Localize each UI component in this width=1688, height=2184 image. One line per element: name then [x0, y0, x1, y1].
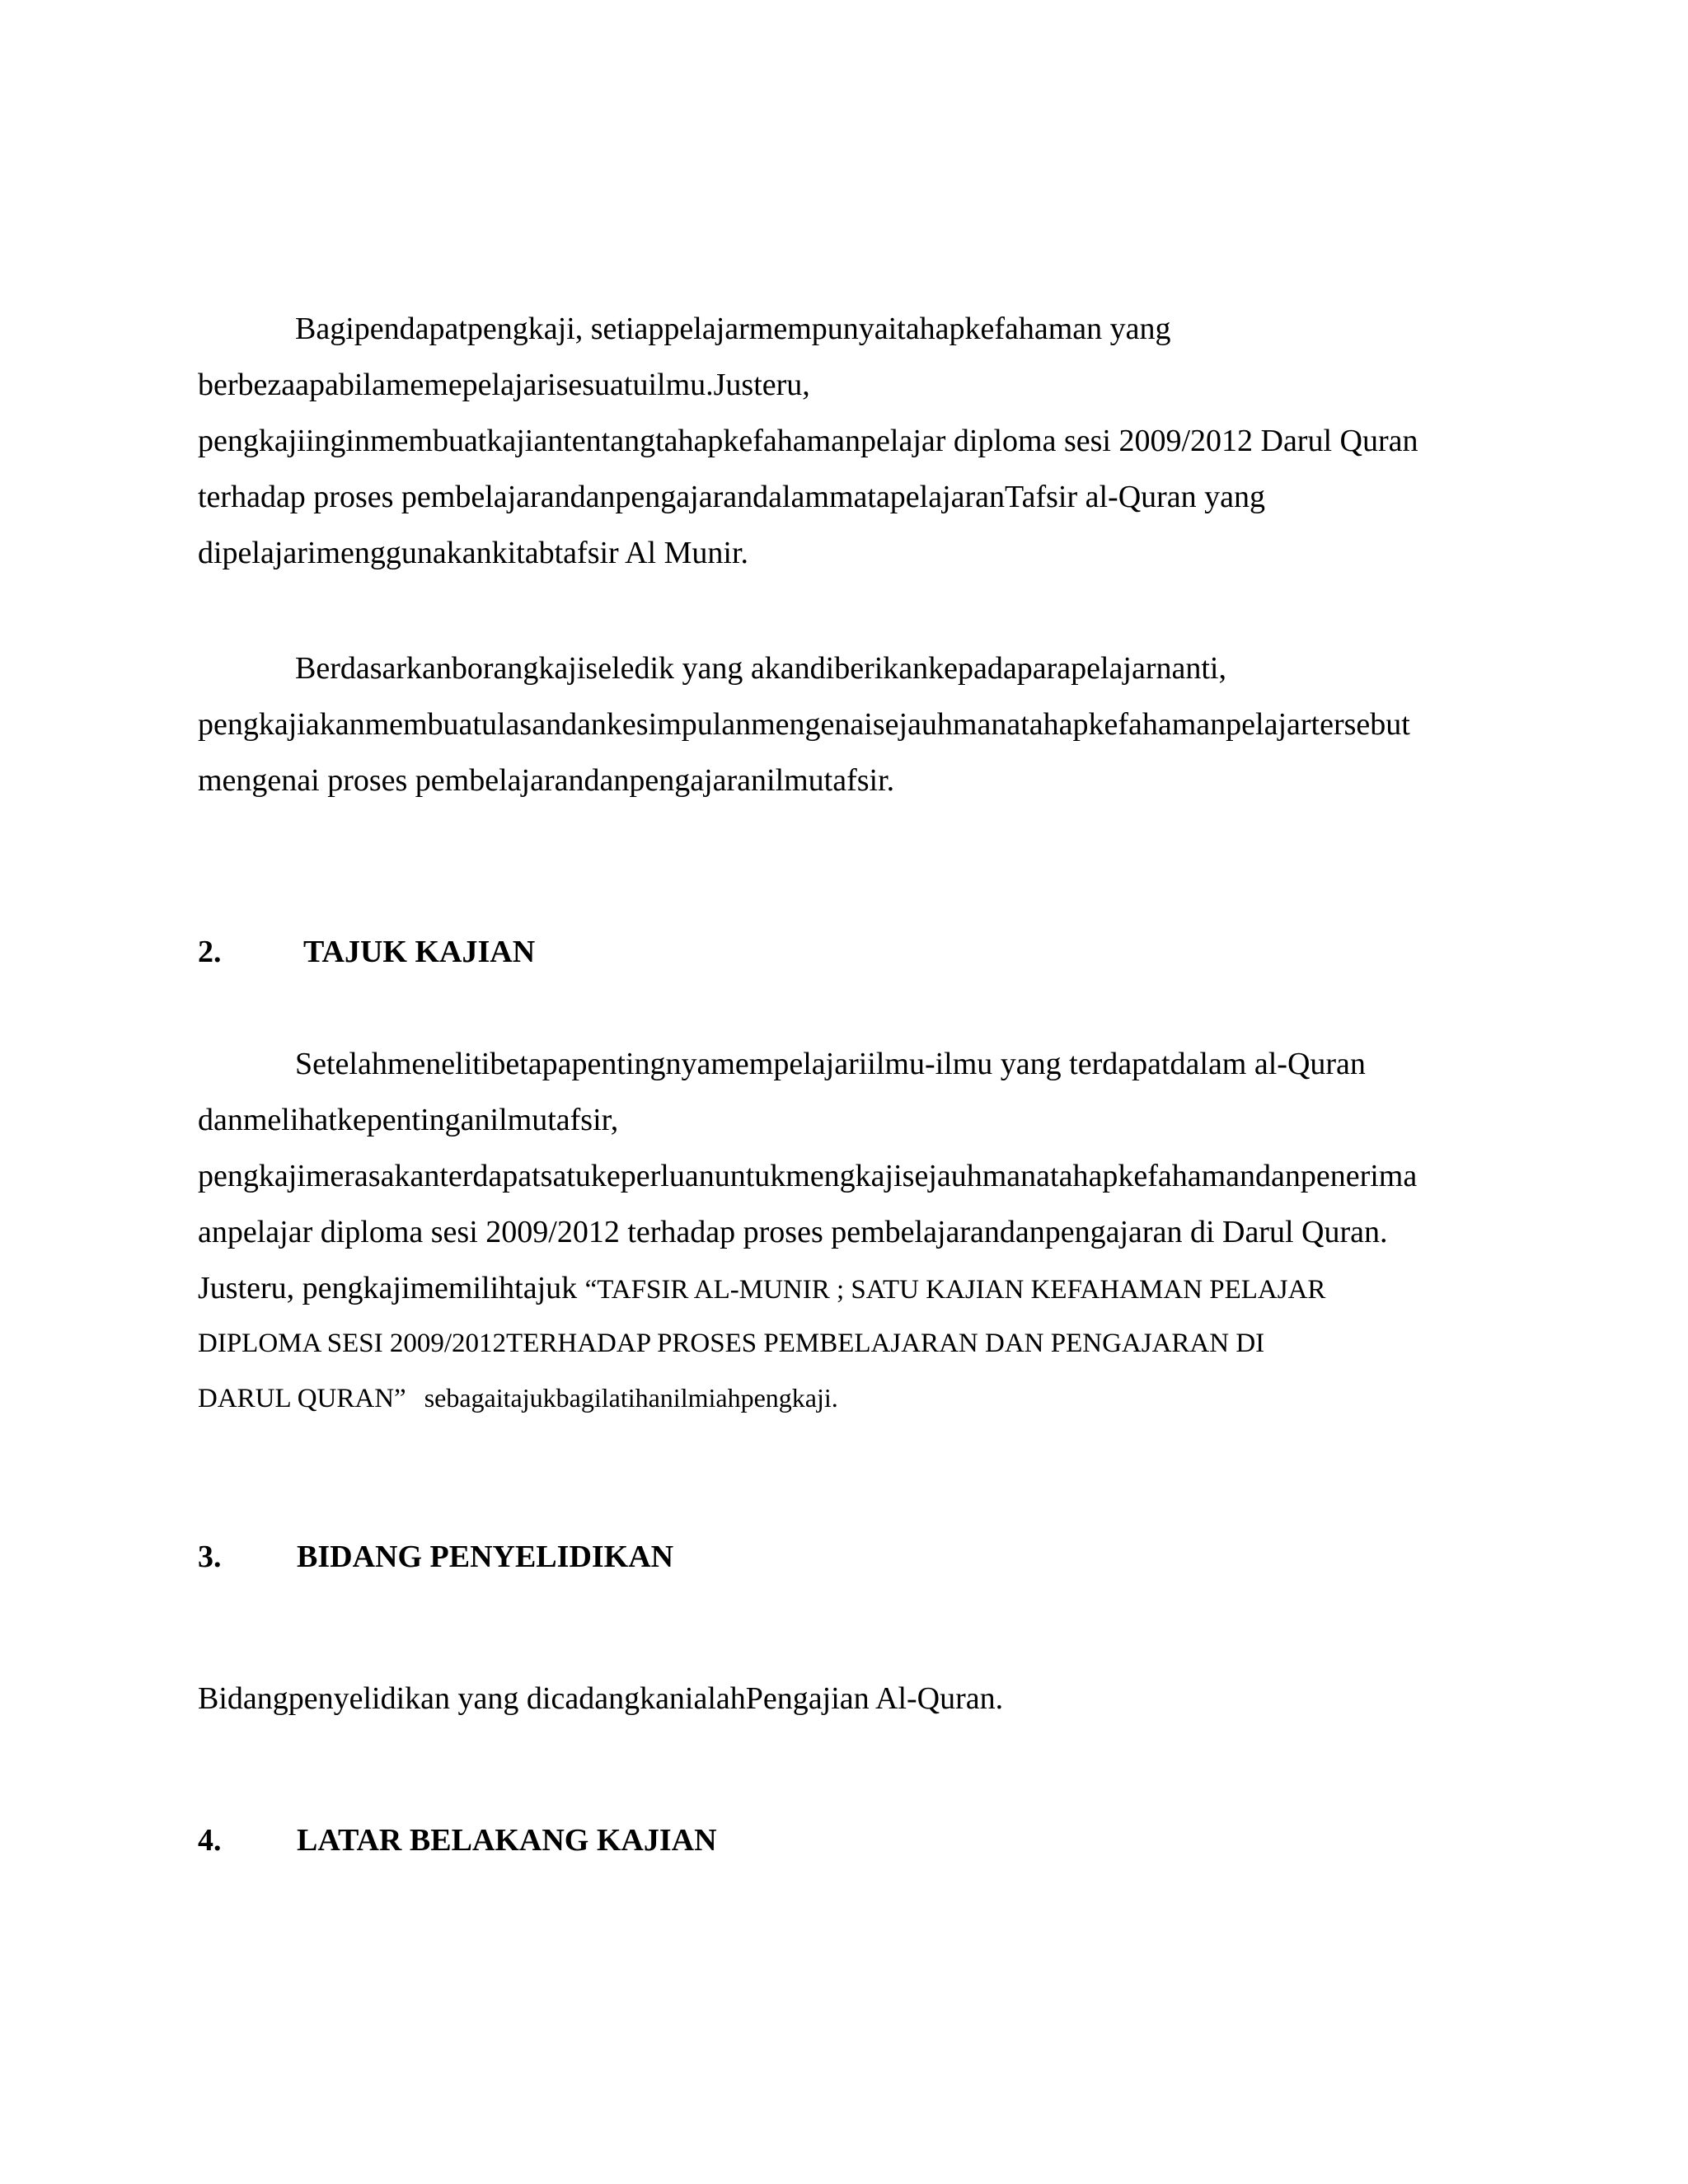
section-2-line-5 — [198, 1272, 1325, 1304]
section-2-title-quote-start: “TAFSIR AL-MUNIR ; SATU KAJIAN KEFAHAMAN PELAJAR — [584, 1275, 1326, 1305]
section-2-heading — [198, 936, 692, 972]
section-3-heading — [198, 1541, 857, 1577]
section-4-number: 4. — [198, 1823, 222, 1858]
section-2-line-6: DIPLOMA SESI 2009/2012TERHADAP PROSES PEMBELAJARAN DAN PENGAJARAN DI — [198, 1329, 1265, 1358]
section-2-line-4: anpelajar diploma sesi 2009/2012 terhadap proses pembelajarandanpengajaran di Darul Quran. — [198, 1215, 1388, 1249]
section-4-title: LATAR BELAKANG KAJIAN — [297, 1823, 717, 1858]
paragraph-1-line-4: terhadap proses pembelajarandanpengajarandalammatapelajaranTafsir al-Quran yang — [198, 480, 1266, 514]
section-2-line-5-lead: Justeru, pengkajimemilihtajuk — [198, 1271, 585, 1305]
section-2-title: TAJUK KAJIAN — [303, 935, 536, 969]
paragraph-1-line-1: Bagipendapatpengkaji, setiappelajarmempunyaitahapkefahaman yang — [295, 312, 1171, 346]
section-4-heading — [198, 1825, 857, 1861]
section-3-title: BIDANG PENYELIDIKAN — [297, 1540, 674, 1574]
section-2-title-quote-end: DARUL QURAN” — [198, 1384, 406, 1413]
paragraph-2-line-1: Berdasarkanborangkajiseledik yang akandiberikankepadaparapelajarnanti, — [295, 651, 1226, 686]
section-2-number: 2. — [198, 935, 222, 969]
paragraph-1-line-3: pengkajiinginmembuatkajiantentangtahapkefahamanpelajar diploma sesi 2009/2012 Darul Quran — [198, 424, 1418, 458]
paragraph-2-line-3: mengenai proses pembelajarandanpengajaranilmutafsir. — [198, 763, 895, 798]
paragraph-1-line-5: dipelajarimenggunakankitabtafsir Al Munir. — [198, 536, 749, 570]
section-2-line-2: danmelihatkepentinganilmutafsir, — [198, 1103, 619, 1137]
section-2-line-1: Setelahmenelitibetapapentingnyamempelajariilmu-ilmu yang terdapatdalam al-Quran — [295, 1047, 1366, 1081]
section-3-number: 3. — [198, 1540, 222, 1574]
section-3-text: Bidangpenyelidikan yang dicadangkanialahPengajian Al-Quran. — [198, 1681, 1004, 1716]
section-2-line-7 — [198, 1385, 838, 1413]
section-2-line-3: pengkajimerasakanterdapatsatukeperluanuntukmengkajisejauhmanatahapkefahamandanpenerima — [198, 1159, 1418, 1193]
paragraph-2-line-2: pengkajiakanmembuatulasandankesimpulanmengenaisejauhmanatahapkefahamanpelajartersebut — [198, 707, 1410, 742]
paragraph-1-line-2: berbezaapabilamemepelajarisesuatuilmu.Justeru, — [198, 368, 810, 402]
section-2-line-7-tail: sebagaitajukbagilatihanilmiahpengkaji. — [424, 1383, 838, 1413]
